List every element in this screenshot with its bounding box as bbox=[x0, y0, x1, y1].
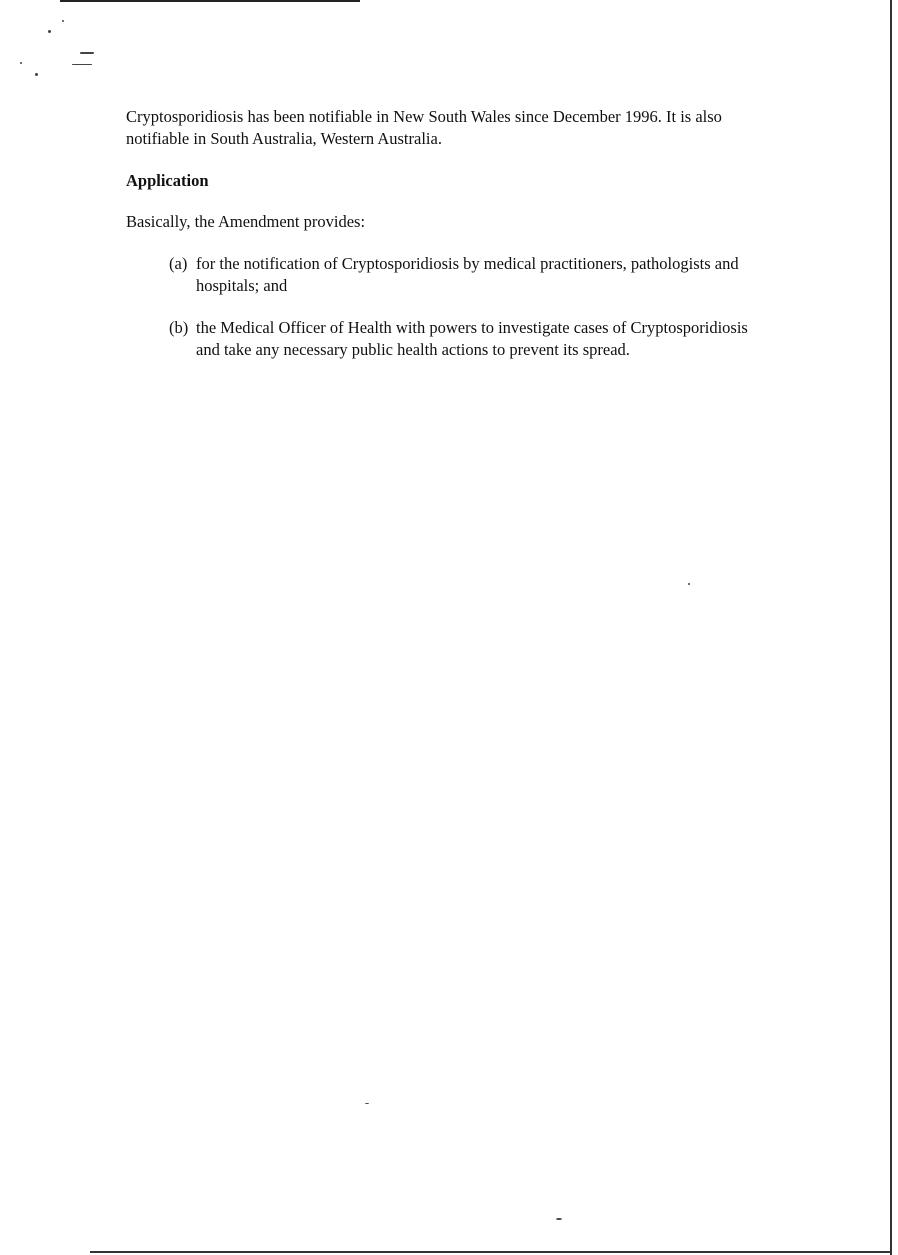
scan-speck bbox=[365, 1103, 369, 1104]
scan-edge-right bbox=[890, 0, 892, 1255]
amendment-intro: Basically, the Amendment provides: bbox=[126, 212, 366, 231]
list-item-a bbox=[126, 253, 766, 297]
scan-speck bbox=[688, 583, 690, 585]
list-marker-b: (b) bbox=[169, 318, 189, 337]
scan-speck bbox=[20, 62, 22, 64]
list-item-b bbox=[126, 317, 766, 361]
section-heading: Application bbox=[126, 171, 209, 190]
list-text-b: the Medical Officer of Health with powers to investigate cases of Cryptosporidiosis and take any necessary public health actions to prevent its spread. bbox=[196, 318, 748, 359]
scan-speck bbox=[48, 30, 51, 33]
list-text-a: for the notification of Cryptosporidiosis by medical practitioners, pathologists and hospitals; and bbox=[196, 254, 739, 295]
scan-edge-bottom bbox=[90, 1251, 890, 1253]
scan-speck bbox=[80, 52, 94, 54]
scan-edge-top bbox=[60, 0, 360, 2]
document-body bbox=[126, 106, 766, 381]
scan-speck bbox=[62, 20, 64, 22]
intro-paragraph: Cryptosporidiosis has been notifiable in New South Wales since December 1996. It is also notifiable in South Australia, Western Australia. bbox=[126, 107, 722, 148]
scan-speck bbox=[556, 1218, 562, 1220]
scan-speck bbox=[35, 73, 38, 76]
list-marker-a: (a) bbox=[169, 254, 188, 273]
scan-speck bbox=[72, 64, 92, 65]
